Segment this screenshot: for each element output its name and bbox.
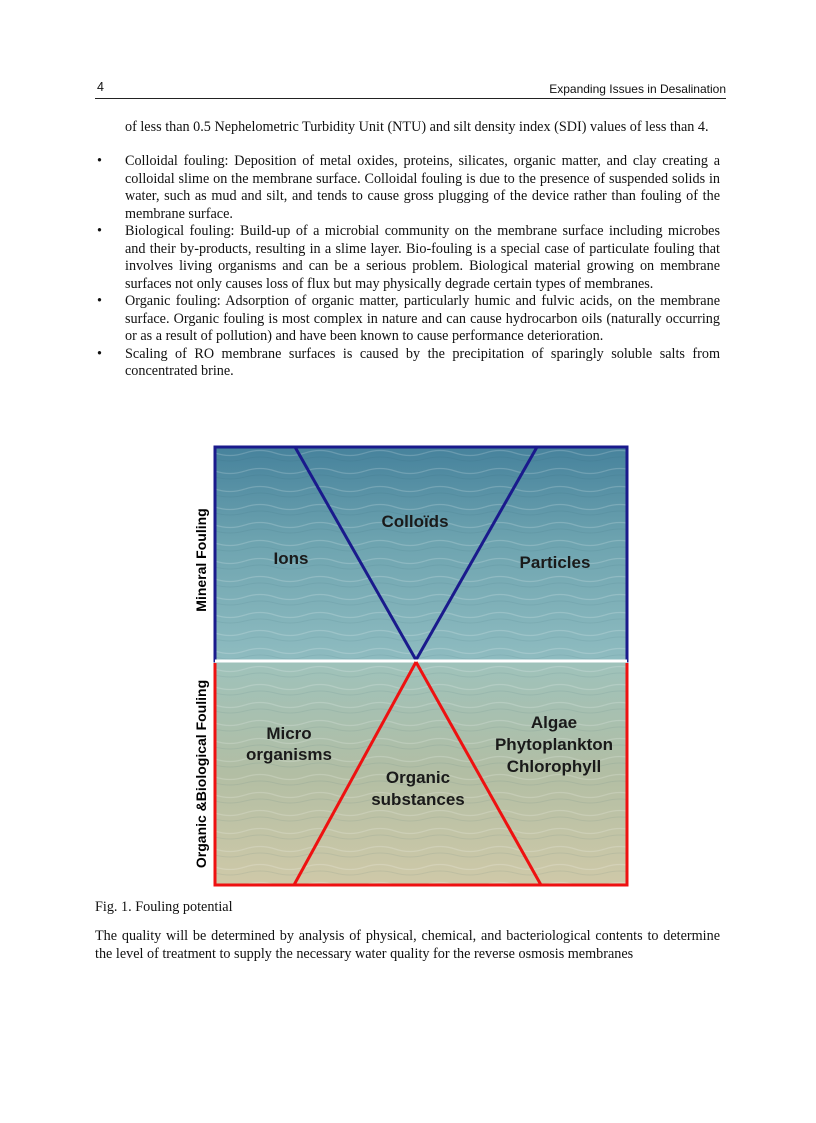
mineral-fouling-label: Mineral Fouling bbox=[193, 508, 209, 612]
bullet-icon: • bbox=[97, 293, 102, 309]
organisms-label: organisms bbox=[246, 745, 332, 764]
bullet-icon: • bbox=[97, 223, 102, 239]
fouling-types-list bbox=[95, 153, 720, 381]
list-item bbox=[95, 293, 720, 346]
organic-biological-fouling-label: Organic &Biological Fouling bbox=[193, 679, 209, 869]
intro-continuation: of less than 0.5 Nephelometric Turbidity Unit (NTU) and silt density index (SDI) values of less than 4. bbox=[125, 119, 709, 135]
substances-label: substances bbox=[371, 790, 465, 809]
bullet-icon: • bbox=[97, 153, 102, 169]
colloids-label: Colloïds bbox=[381, 512, 449, 531]
list-item bbox=[95, 153, 720, 223]
algae-label: Algae bbox=[530, 713, 578, 732]
list-item-text: Organic fouling: Adsorption of organic matter, particularly humic and fulvic acids, on the membrane surface. Organic fouling is most complex in nature and can cause hydrocarbon oils (naturally occurring or as a result of pollution) and have been known to cause performance deterioration. bbox=[125, 293, 720, 344]
ions-label: Ions bbox=[273, 549, 309, 568]
page-number: 4 bbox=[97, 80, 104, 94]
bullet-icon: • bbox=[97, 345, 102, 362]
page-header bbox=[95, 79, 726, 99]
side-label-bottom bbox=[193, 680, 209, 868]
particles-label: Particles bbox=[519, 553, 591, 572]
side-label-top bbox=[193, 508, 209, 611]
list-item-text: Colloidal fouling: Deposition of metal oxides, proteins, silicates, organic matter, and clay creating a colloidal slime on the membrane surface. Colloidal fouling is due to the presence of suspended solids in water, such as mud and silt, and tends to cause gross plugging of the device rather than fouling of the membrane surface. bbox=[125, 153, 720, 222]
list-item-text: Biological fouling: Build-up of a microbial community on the membrane surface including microbes and their by-products, resulting in a slime layer. Bio-fouling is a special case of particulate fouling that involves living organisms and can be a serious problem. Biological material growing on membrane surfaces not only causes loss of flux but may physically degrade certain types of membranes. bbox=[125, 223, 720, 292]
list-item bbox=[95, 346, 720, 381]
figure-caption: Fig. 1. Fouling potential bbox=[95, 899, 233, 915]
phytoplankton-label: Phytoplankton bbox=[494, 735, 614, 754]
organic-label: Organic bbox=[385, 768, 451, 787]
list-item bbox=[95, 223, 720, 293]
running-title: Expanding Issues in Desalination bbox=[549, 82, 726, 96]
list-item-text: Scaling of RO membrane surfaces is caused by the precipitation of sparingly soluble salts from concentrated brine. bbox=[125, 345, 720, 379]
chlorophyll-label: Chlorophyll bbox=[506, 757, 602, 776]
micro-label: Micro bbox=[266, 724, 312, 743]
closing-paragraph: The quality will be determined by analysis of physical, chemical, and bacteriological contents to determine the level of treatment to supply the necessary water quality for the reverse osmosis membranes bbox=[95, 928, 720, 962]
fouling-potential-figure bbox=[185, 444, 635, 889]
